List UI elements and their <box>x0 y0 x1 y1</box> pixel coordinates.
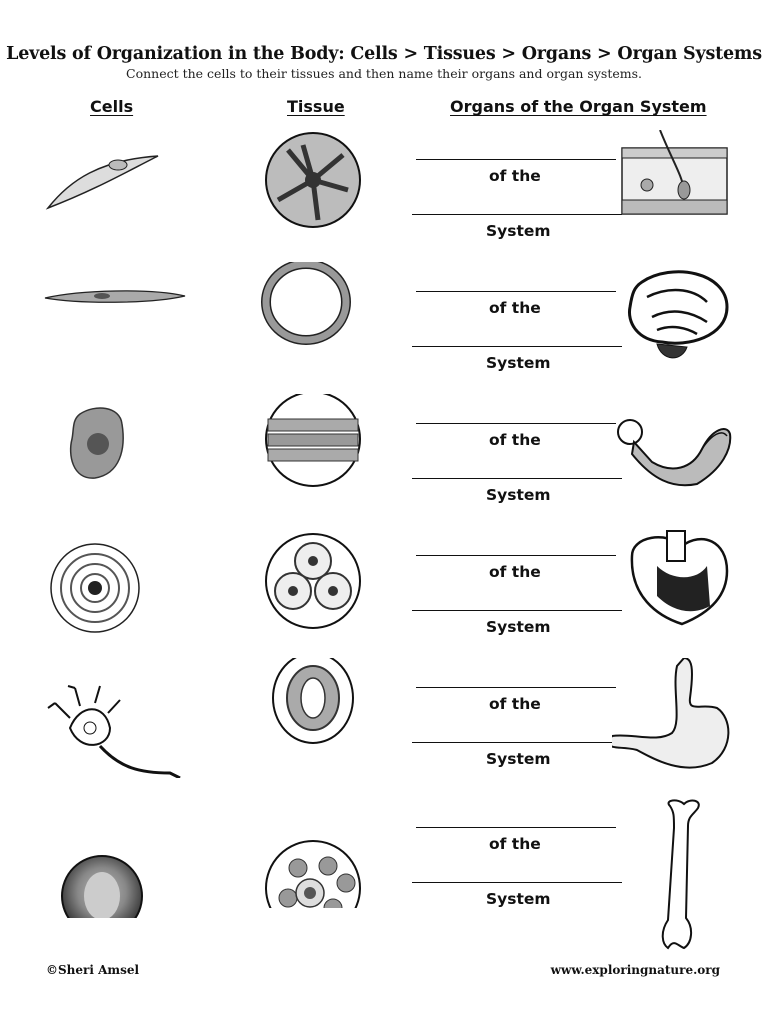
neuron-icon <box>40 658 200 778</box>
blood-tissue-icon <box>258 798 368 908</box>
of-the-label: of the <box>489 835 541 853</box>
skin-cross-section-icon <box>612 130 742 250</box>
system-answer-line[interactable] <box>412 346 622 347</box>
system-answer-line[interactable] <box>412 478 622 479</box>
organ-answer-line[interactable] <box>416 687 616 688</box>
of-the-label: of the <box>489 299 541 317</box>
worksheet-row <box>0 658 768 788</box>
stellate-tissue-icon <box>258 130 368 240</box>
cells-column-header: Cells <box>90 97 134 116</box>
stomach-icon <box>612 658 742 778</box>
worksheet-row <box>0 798 768 928</box>
worksheet-row <box>0 262 768 392</box>
of-the-label: of the <box>489 695 541 713</box>
organs-column-header: Organs of the Organ System <box>450 97 707 116</box>
brain-icon <box>612 262 742 382</box>
gland-tissue-icon <box>258 658 368 768</box>
system-label: System <box>486 222 551 240</box>
page-subtitle: Connect the cells to their tissues and then name their organs and organ systems. <box>126 66 642 81</box>
of-the-label: of the <box>489 563 541 581</box>
system-label: System <box>486 354 551 372</box>
blood-cell-icon <box>40 798 200 918</box>
website-link[interactable]: www.exploringnature.org <box>550 963 720 977</box>
system-label: System <box>486 486 551 504</box>
arm-muscle-icon <box>612 394 742 514</box>
of-the-label: of the <box>489 431 541 449</box>
organ-answer-line[interactable] <box>416 159 616 160</box>
striated-tissue-icon <box>258 394 368 504</box>
copyright-text: ©Sheri Amsel <box>46 963 140 977</box>
system-label: System <box>486 750 551 768</box>
system-answer-line[interactable] <box>412 882 622 883</box>
femur-bone-icon <box>612 798 742 958</box>
squamous-cell-icon <box>40 394 200 514</box>
worksheet-row <box>0 394 768 524</box>
system-answer-line[interactable] <box>412 742 622 743</box>
page-title: Levels of Organization in the Body: Cells > Tissues > Organs > Organ Systems <box>6 44 762 64</box>
system-label: System <box>486 890 551 908</box>
organ-answer-line[interactable] <box>416 423 616 424</box>
of-the-label: of the <box>489 167 541 185</box>
worksheet-row <box>0 130 768 260</box>
smooth-muscle-cell-icon <box>40 262 200 382</box>
organ-answer-line[interactable] <box>416 555 616 556</box>
worksheet-row <box>0 526 768 656</box>
osteon-tissue-icon <box>258 526 368 636</box>
organ-answer-line[interactable] <box>416 827 616 828</box>
spindle-cell-icon <box>40 130 200 250</box>
system-label: System <box>486 618 551 636</box>
bone-cell-icon <box>40 526 200 646</box>
organ-answer-line[interactable] <box>416 291 616 292</box>
ring-tissue-icon <box>258 262 368 372</box>
heart-icon <box>612 526 742 646</box>
tissue-column-header: Tissue <box>287 97 345 116</box>
system-answer-line[interactable] <box>412 610 622 611</box>
system-answer-line[interactable] <box>412 214 622 215</box>
